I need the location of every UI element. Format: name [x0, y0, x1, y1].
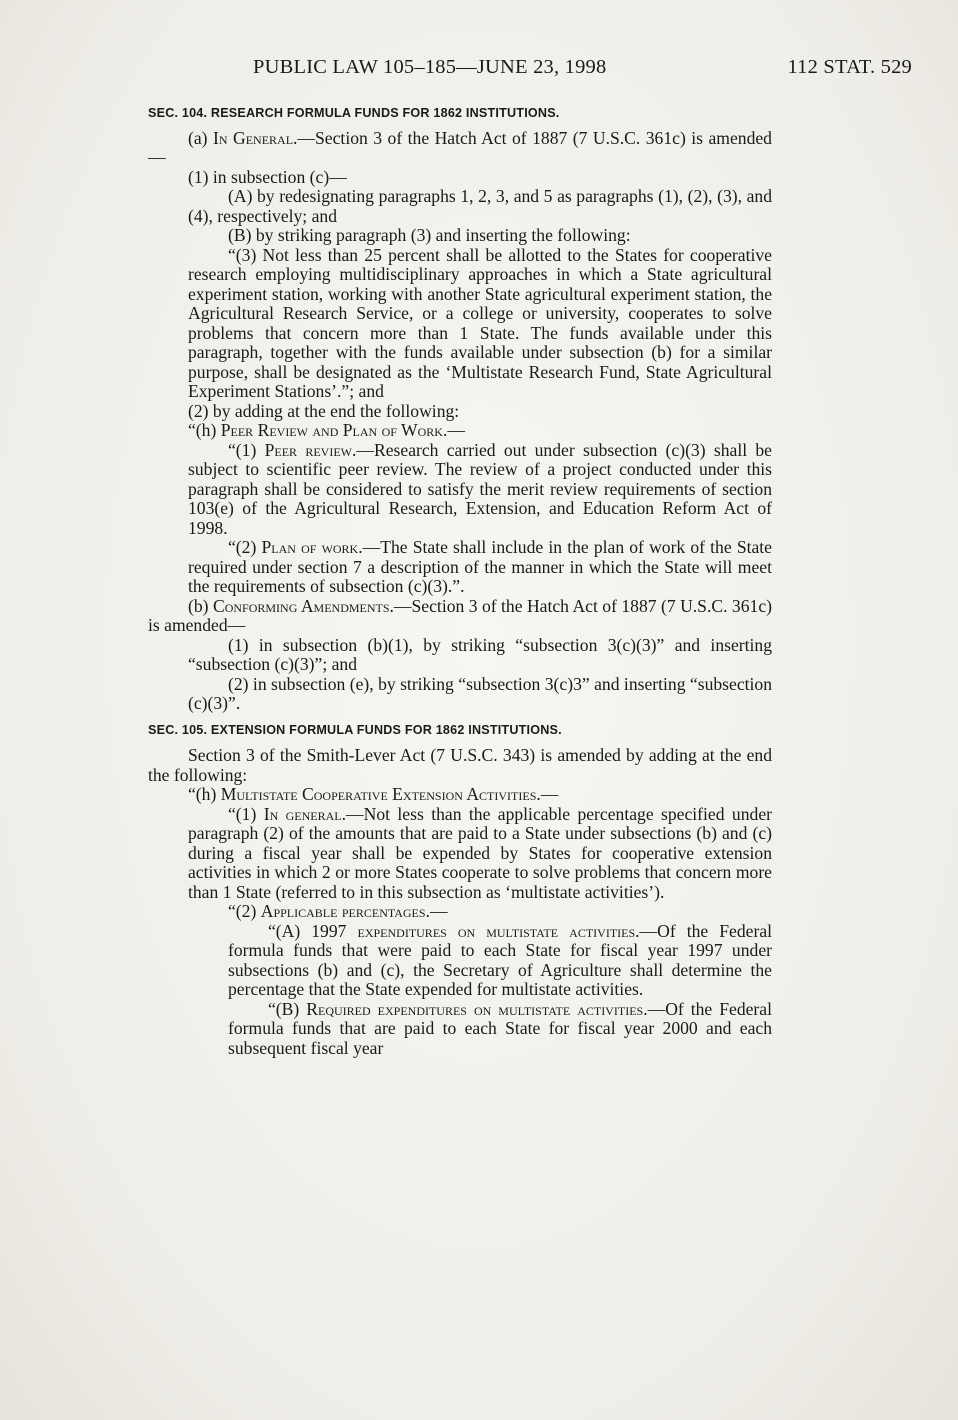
subsection-b-1: (1) in subsection (b)(1), by striking “subsection 3(c)(3)” and inserting “subsection (c)(3)”; and: [188, 634, 772, 674]
page-header: [150, 56, 912, 86]
section-105-h-heading: “(h) Multistate Cooperative Extension Activities.—: [188, 784, 559, 804]
subsection-a-1: (1) in subsection (c)—: [188, 166, 347, 187]
subsection-b-2: (2) in subsection (e), by striking “subsection 3(c)3” and inserting “subsection (c)(3)”.: [188, 673, 772, 713]
running-head-title: PUBLIC LAW 105–185—JUNE 23, 1998: [253, 56, 607, 78]
subsection-b: (b) Conforming Amendments.—Section 3 of the Hatch Act of 1887 (7 U.S.C. 361c) is amended—: [148, 595, 772, 635]
body-text: [148, 104, 772, 1058]
section-105-h-2-B: “(B) Required expenditures on multistate activities.—Of the Federal formula funds that are paid to each State for fiscal year 2000 and each subsequent fiscal year: [228, 998, 772, 1058]
section-105-h-1: “(1) In general.—Not less than the applicable percentage specified under paragraph (2) of the amounts that are paid to a State under subsections (b) and (c) during a fiscal year shall be expended by States for cooperative extension activities in which 2 or more States cooperate to solve problems that concern more than 1 State (referred to in this subsection as ‘multistate activities’).: [188, 803, 772, 902]
subsection-h-2: “(2) Plan of work.—The State shall include in the plan of work of the State required under section 7 a description of the manner in which the State will meet the requirements of subsection (c)(3).”.: [188, 537, 772, 596]
subsection-a: (a) In General.—Section 3 of the Hatch Act of 1887 (7 U.S.C. 361c) is amended—: [148, 127, 772, 167]
quoted-paragraph-3: “(3) Not less than 25 percent shall be allotted to the States for cooperative research employing multidisciplinary approaches in which a State agricultural experiment station, working with another State agricultural experiment station, the Agricultural Research Service, or a college or university, cooperates to solve problems that concern more than 1 State. The funds available under this paragraph, together with the funds available under subsection (b) for a similar purpose, shall be designated as the ‘Multistate Research Fund, State Agricultural Experiment Stations’.”; and: [188, 244, 772, 401]
section-105-intro: Section 3 of the Smith-Lever Act (7 U.S.C. 343) is amended by adding at the end the following:: [148, 745, 772, 785]
section-105-heading: SEC. 105. EXTENSION FORMULA FUNDS FOR 1862 INSTITUTIONS.: [148, 722, 562, 737]
section-105-h-2-heading: “(2) Applicable percentages.—: [228, 901, 448, 921]
subsection-a-1-A: (A) by redesignating paragraphs 1, 2, 3, and 5 as paragraphs (1), (2), (3), and (4), respectively; and: [188, 186, 772, 226]
subsection-h-heading: “(h) Peer Review and Plan of Work.—: [188, 420, 465, 440]
page-number: 112 STAT. 529: [787, 56, 912, 78]
subsection-a-2: (2) by adding at the end the following:: [188, 400, 460, 421]
subsection-a-1-B: (B) by striking paragraph (3) and inserting the following:: [228, 225, 631, 245]
subsection-h-1: “(1) Peer review.—Research carried out under subsection (c)(3) shall be subject to scientific peer review. The review of a project conducted under this paragraph shall be considered to satisfy the merit review requirements of section 103(e) of the Agricultural Research, Extension, and Education Reform Act of 1998.: [188, 439, 772, 538]
section-104-heading: SEC. 104. RESEARCH FORMULA FUNDS FOR 1862 INSTITUTIONS.: [148, 106, 560, 120]
section-105-h-2-A: “(A) 1997 expenditures on multistate activities.—Of the Federal formula funds that were paid to each State for fiscal year 1997 under subsections (b) and (c), the Secretary of Agriculture shall determine the percentage that the State expended for multistate activities.: [228, 920, 773, 999]
